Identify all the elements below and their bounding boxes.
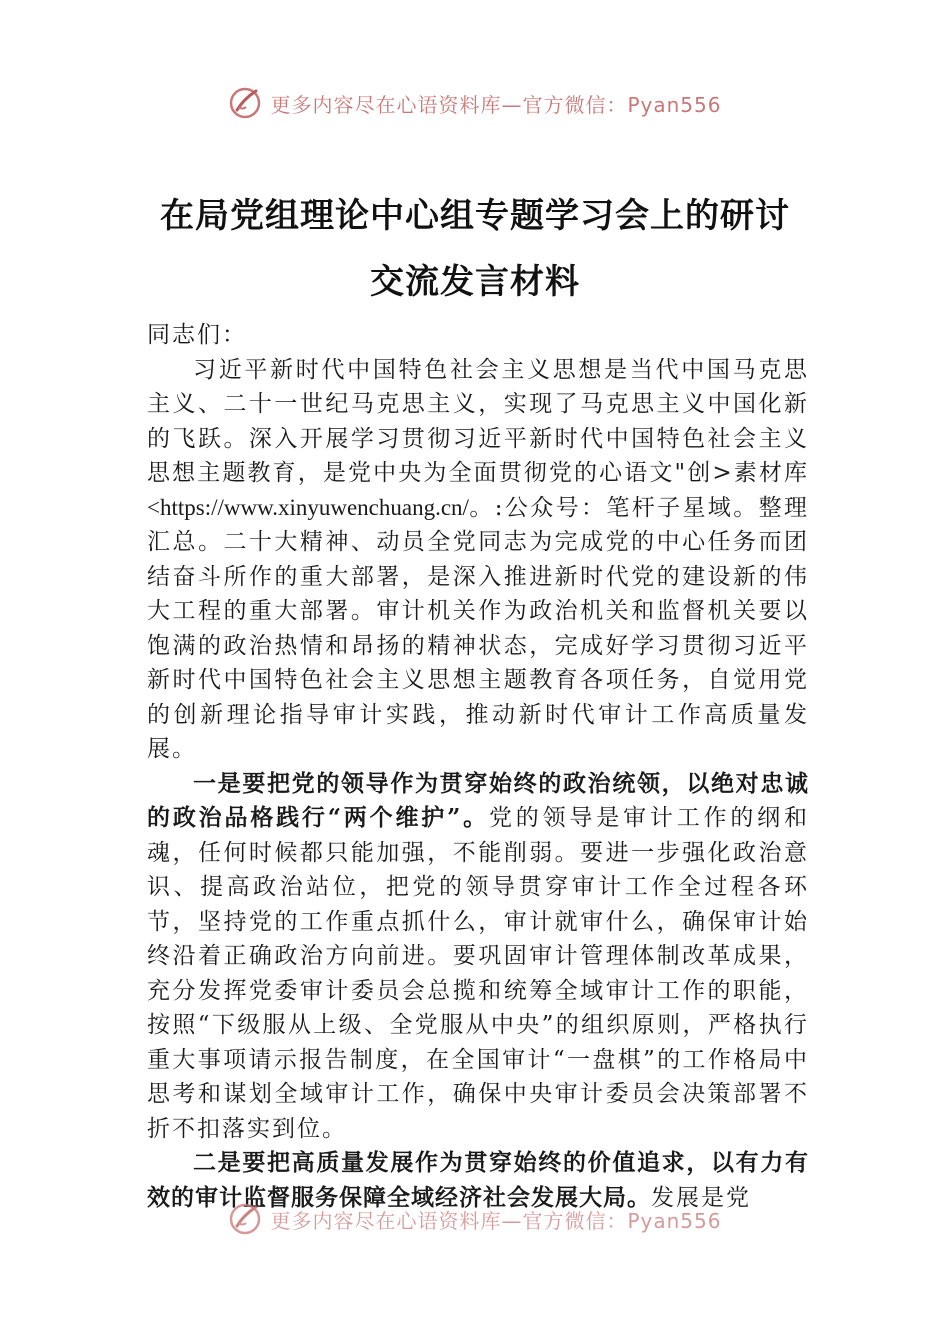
footer-watermark-text: 更多内容尽在心语资料库—官方微信：Pyan556 bbox=[270, 1208, 722, 1233]
header-watermark bbox=[0, 86, 950, 120]
brush-logo-icon bbox=[228, 86, 262, 120]
brush-logo-icon bbox=[228, 1202, 262, 1236]
intro-text-part2: 。:公众号：笔杆子星域。整理汇总。二十大精神、动员全党同志为完成党的中心任务而团结奋斗所作的重大部署，是深入推进新时代党的建设新的伟大工程的重大部署。审计机关作为政治机关和监督机关要以饱满的政治热情和昂扬的精神状态，完成好学习贯彻习近平新时代中国特色社会主义思想主题教育各项任务，自觉用党的创新理论指导审计实践，推动新时代审计工作高质量发展。 bbox=[147, 494, 809, 762]
document-title-line1: 在局党组理论中心组专题学习会上的研讨 bbox=[160, 196, 790, 236]
source-url-link[interactable]: <https://www.xinyuwenchuang.cn/ bbox=[147, 494, 469, 520]
point-two-text: 发展是党 bbox=[651, 1184, 751, 1211]
paragraph-point-one bbox=[147, 767, 809, 1147]
paragraph-intro bbox=[147, 353, 809, 767]
header-watermark-text: 更多内容尽在心语资料库—官方微信：Pyan556 bbox=[270, 92, 722, 117]
salutation: 同志们： bbox=[147, 322, 247, 348]
footer-watermark bbox=[0, 1202, 950, 1236]
point-one-heading: 一是要把党的领导作为贯穿始终的政治统领，以绝对忠诚的政治品格践行“两个维护”。 bbox=[147, 769, 809, 831]
document-title-line2: 交流发言材料 bbox=[370, 262, 580, 302]
point-one-text: 党的领导是审计工作的纲和魂，任何时候都只能加强，不能削弱。要进一步强化政治意识、提高政治站位，把党的领导贯穿审计工作全过程各环节，坚持党的工作重点抓什么，审计就审什么，确保审计始终沿着正确政治方向前进。要巩固审计管理体制改革成果，充分发挥党委审计委员会总揽和统筹全域审计工作的职能，按照“下级服从上级、全党服从中央”的组织原则，严格执行重大事项请示报告制度，在全国审计“一盘棋”的工作格局中思考和谋划全域审计工作，确保中央审计委员会决策部署不折不扣落实到位。 bbox=[147, 805, 810, 1142]
document-body bbox=[147, 318, 809, 1215]
point-two-heading: 二是要把高质量发展作为贯穿始终的价值追求，以有力有效的审计监督服务保障全域经济社会发展大局。 bbox=[147, 1149, 809, 1211]
intro-text-part1: 习近平新时代中国特色社会主义思想是当代中国马克思主义、二十一世纪马克思主义，实现了马克思主义中国化新的飞跃。深入开展学习贯彻习近平新时代中国特色社会主义思想主题教育，是党中央为全面贯彻党的心语文"创>素材库 bbox=[147, 356, 809, 486]
